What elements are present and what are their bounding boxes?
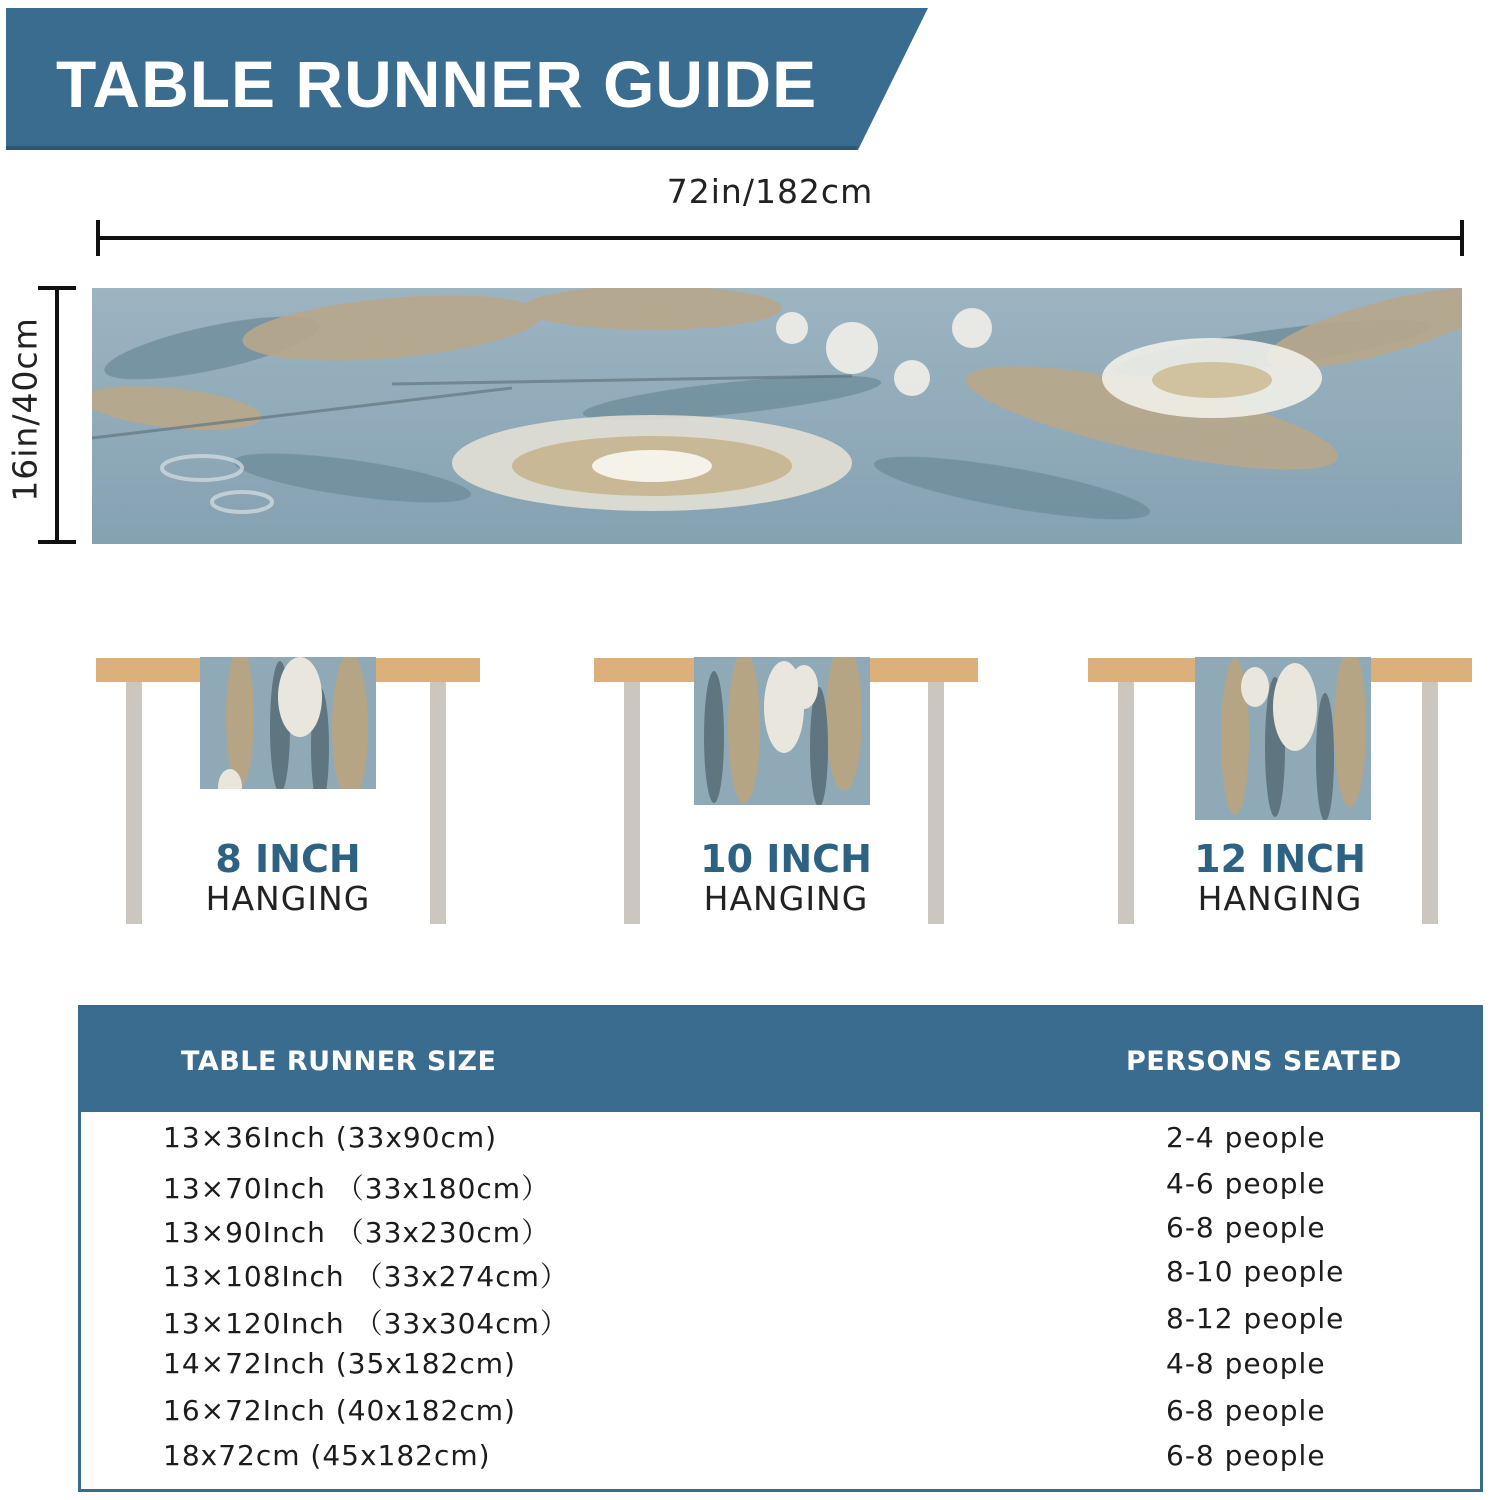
hanging-size-label: 8 INCH (215, 837, 361, 881)
hanging-caption: HANGING (703, 879, 869, 918)
hanging-size-label: 12 INCH (1194, 837, 1366, 881)
table-row (81, 1302, 1480, 1346)
width-dimension-line (96, 216, 1466, 260)
hanging-runner-swatch (1195, 657, 1371, 820)
persons-cell: 4-6 people (1166, 1167, 1326, 1200)
size-cell: 13×120Inch （33x304cm） (163, 1307, 569, 1340)
size-table (78, 1005, 1483, 1492)
table-header (81, 1008, 1480, 1112)
table-row (81, 1211, 1480, 1255)
hanging-option-8-inch (96, 600, 496, 940)
hanging-runner-swatch (200, 657, 376, 789)
width-dimension-label: 72in/182cm (666, 172, 874, 211)
size-cell: 18x72cm (45x182cm) (163, 1439, 491, 1472)
size-cell: 13×108Inch （33x274cm） (163, 1260, 569, 1293)
hanging-caption: HANGING (1197, 879, 1363, 918)
persons-cell: 6-8 people (1166, 1211, 1326, 1244)
persons-cell: 4-8 people (1166, 1347, 1326, 1380)
size-cell: 13×36Inch (33x90cm) (163, 1121, 498, 1154)
size-cell: 13×90Inch （33x230cm） (163, 1216, 551, 1249)
hanging-size-label: 10 INCH (700, 837, 872, 881)
size-cell: 14×72Inch (35x182cm) (163, 1347, 516, 1380)
persons-cell: 2-4 people (1166, 1121, 1326, 1154)
table-row (81, 1347, 1480, 1391)
persons-cell: 6-8 people (1166, 1439, 1326, 1472)
hanging-option-10-inch (594, 600, 994, 940)
page-title: TABLE RUNNER GUIDE (56, 47, 818, 121)
table-runner-image (92, 288, 1462, 544)
size-cell: 13×70Inch （33x180cm） (163, 1172, 551, 1205)
table-row (81, 1439, 1480, 1483)
table-row (81, 1394, 1480, 1438)
table-row (81, 1255, 1480, 1299)
hanging-option-12-inch (1088, 600, 1488, 940)
column-header-persons: PERSONS SEATED (1126, 1046, 1402, 1077)
column-header-size: TABLE RUNNER SIZE (181, 1046, 497, 1077)
hanging-runner-swatch (694, 657, 870, 805)
size-cell: 16×72Inch (40x182cm) (163, 1394, 516, 1427)
table-row (81, 1167, 1480, 1211)
persons-cell: 8-12 people (1166, 1302, 1345, 1335)
height-dimension-label: 16in/40cm (5, 317, 45, 502)
persons-cell: 6-8 people (1166, 1394, 1326, 1427)
header-banner (6, 8, 928, 150)
persons-cell: 8-10 people (1166, 1255, 1345, 1288)
hanging-caption: HANGING (205, 879, 371, 918)
table-row (81, 1121, 1480, 1165)
